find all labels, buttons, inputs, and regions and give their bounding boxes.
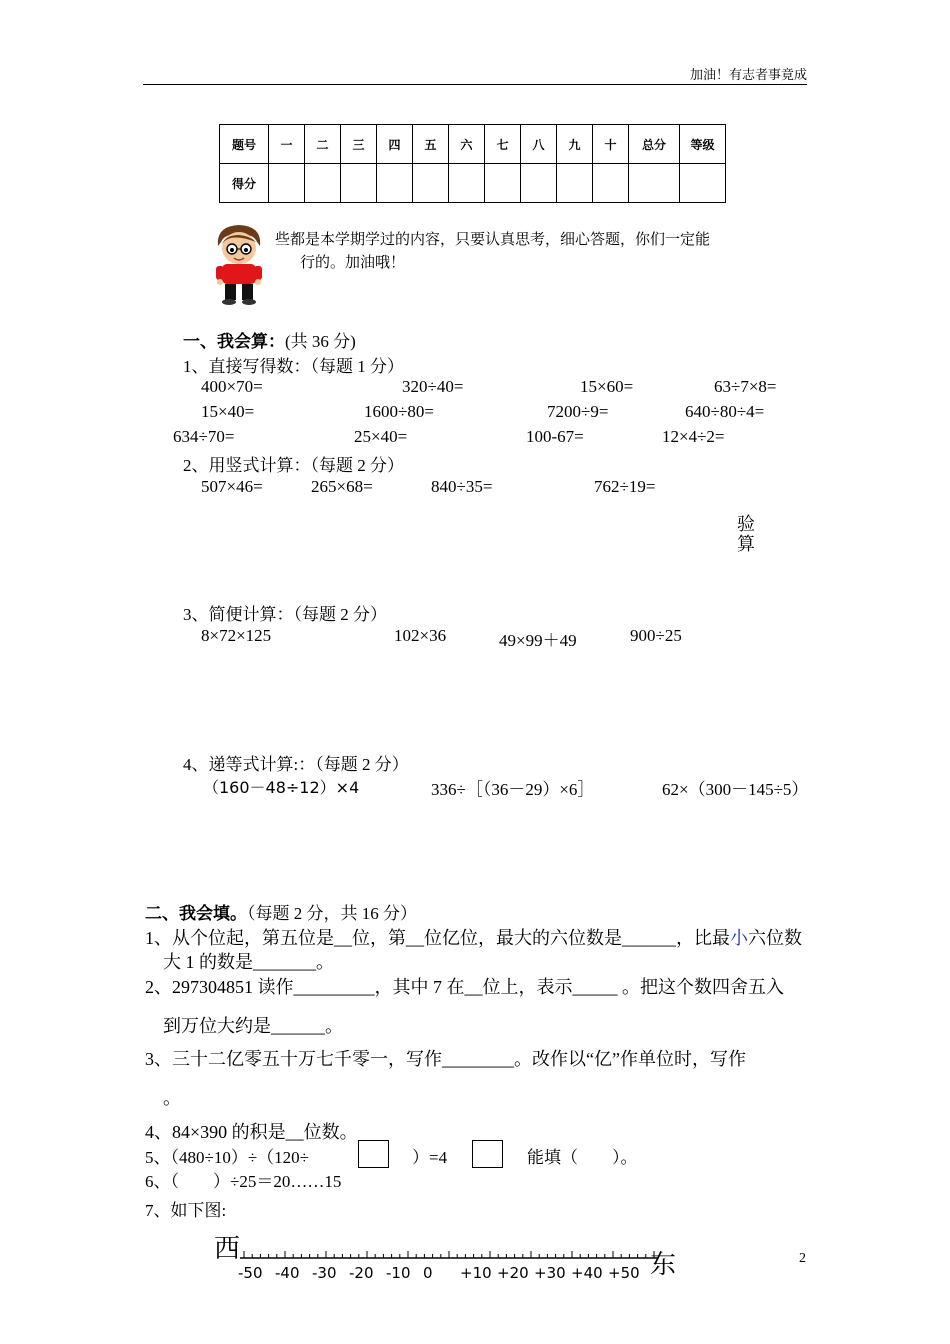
fill-q5-part2: ）=4 (412, 1148, 448, 1167)
q1-title: 1、直接写得数：（每题 1 分） (183, 357, 404, 376)
score-input-cell[interactable] (680, 164, 726, 203)
q3-title: 3、简便计算：（每题 2 分） (183, 605, 387, 624)
q1-item: 1600÷80= (364, 402, 434, 421)
fill-q2-line1: 2、297304851 读作_________，其中 7 在__位上，表示_____ 。把这个数四舍五入 (145, 977, 784, 997)
page-number: 2 (799, 1251, 806, 1266)
q2-title: 2、用竖式计算：（每题 2 分） (183, 456, 404, 475)
q1-item: 320÷40= (402, 377, 464, 396)
q1-item: 640÷80÷4= (685, 402, 765, 421)
q4-title: 4、递等式计算:：（每题 2 分） (183, 755, 409, 774)
q2-item: 840÷35= (431, 477, 493, 496)
fill-q1-text: 1、从个位起，第五位是__位，第__位亿位，最大的六位数是______，比最 (145, 928, 730, 948)
section1-heading (183, 327, 356, 352)
table-cell: 三 (341, 125, 377, 164)
fill-q3-line1: 3、三十二亿零五十万七千零一，写作________。改作以“亿”作单位时，写作 (145, 1049, 746, 1069)
q2-item: 265×68= (311, 477, 373, 496)
fill-q1-line2: 大 1 的数是_______。 (163, 952, 334, 972)
fill-q6: 6、（ ）÷25＝20……15 (145, 1172, 342, 1191)
score-table (219, 124, 726, 203)
intro-line-2: 行的。加油哦！ (300, 253, 406, 271)
number-line-tick-label: +20 (497, 1264, 529, 1282)
table-cell: 得分 (220, 164, 269, 203)
score-input-cell[interactable] (413, 164, 449, 203)
score-input-cell[interactable] (629, 164, 680, 203)
fill-q5-part3: 能填（ ）。 (527, 1148, 638, 1167)
score-input-cell[interactable] (377, 164, 413, 203)
score-input-cell[interactable] (305, 164, 341, 203)
fill-q5-answer-box[interactable] (358, 1140, 389, 1168)
score-input-cell[interactable] (269, 164, 305, 203)
score-input-cell[interactable] (593, 164, 629, 203)
q4-item: （160－48÷12）×4 (203, 778, 360, 797)
table-cell: 总分 (629, 125, 680, 164)
score-input-cell[interactable] (449, 164, 485, 203)
q1-item: 400×70= (201, 377, 263, 396)
table-cell: 二 (305, 125, 341, 164)
score-input-cell[interactable] (521, 164, 557, 203)
number-line-tick-label: +50 (608, 1264, 640, 1282)
number-line-tick-label: -40 (275, 1264, 300, 1282)
header-motto: 加油！有志者事竟成 (689, 67, 807, 82)
numline-west-label: 西 (214, 1234, 241, 1264)
intro-line-1: 些都是本学期学过的内容，只要认真思考，细心答题，你们一定能 (275, 230, 711, 248)
q3-item: 102×36 (394, 626, 447, 645)
q2-item: 507×46= (201, 477, 263, 496)
q1-item: 63÷7×8= (714, 377, 777, 396)
q1-item: 7200÷9= (547, 402, 609, 421)
q1-item: 12×4÷2= (662, 427, 725, 446)
table-cell: 五 (413, 125, 449, 164)
numline-east-label: 东 (650, 1250, 677, 1280)
fill-q4: 4、84×390 的积是__位数。 (145, 1122, 358, 1142)
q1-item: 15×60= (580, 377, 634, 396)
fill-q3-line2: 。 (163, 1088, 181, 1108)
fill-q5-symbol-box[interactable] (472, 1140, 503, 1168)
number-line-tick-label: -10 (386, 1264, 411, 1282)
q3-item: 900÷25 (630, 626, 682, 645)
cartoon-boy-mascot-icon (210, 222, 268, 306)
check-label-1: 验 (737, 514, 755, 534)
section2-title: 二、我会填。 (145, 904, 247, 924)
number-line-tick-label: +30 (534, 1264, 566, 1282)
table-cell: 九 (557, 125, 593, 164)
fill-q1-text-end: 六位数 (748, 928, 802, 948)
q1-item: 25×40= (354, 427, 408, 446)
number-line-tick-labels (240, 1264, 660, 1284)
score-input-cell[interactable] (557, 164, 593, 203)
table-cell: 七 (485, 125, 521, 164)
section1-points: (共 36 分) (285, 332, 356, 351)
check-label-2: 算 (737, 534, 755, 554)
section2-heading (145, 899, 417, 924)
fill-q1-line1 (145, 924, 802, 950)
table-cell: 等级 (680, 125, 726, 164)
section2-points: （每题 2 分，共 16 分） (247, 904, 417, 923)
table-cell: 四 (377, 125, 413, 164)
header-rule (143, 84, 807, 85)
table-cell: 题号 (220, 125, 269, 164)
number-line-axis (240, 1250, 660, 1262)
number-line-tick-label: +10 (460, 1264, 492, 1282)
fill-q2-line2: 到万位大约是______。 (163, 1016, 343, 1036)
fill-q5-part1: 5、（480÷10）÷（120÷ (145, 1148, 309, 1167)
fill-q1-highlight: 小 (730, 928, 748, 948)
score-table-score-row (220, 164, 726, 203)
q3-item: 8×72×125 (201, 626, 272, 645)
table-cell: 十 (593, 125, 629, 164)
q1-item: 634÷70= (173, 427, 235, 446)
q1-item: 15×40= (201, 402, 255, 421)
section1-title: 一、我会算： (183, 332, 285, 352)
q1-item: 100-67= (526, 427, 584, 446)
score-input-cell[interactable] (341, 164, 377, 203)
q2-item: 762÷19= (594, 477, 656, 496)
table-cell: 一 (269, 125, 305, 164)
score-table-header-row (220, 125, 726, 164)
q4-item: 336÷［（36－29）×6］ (431, 780, 595, 799)
fill-q7: 7、如下图: (145, 1201, 227, 1220)
number-line-tick-label: -20 (349, 1264, 374, 1282)
q3-item: 49×99＋49 (499, 631, 577, 650)
number-line-tick-label: 0 (423, 1264, 433, 1282)
table-cell: 八 (521, 125, 557, 164)
score-input-cell[interactable] (485, 164, 521, 203)
q4-item: 62×（300－145÷5） (662, 780, 809, 799)
number-line-tick-label: +40 (571, 1264, 603, 1282)
number-line-tick-label: -50 (238, 1264, 263, 1282)
table-cell: 六 (449, 125, 485, 164)
number-line-tick-label: -30 (312, 1264, 337, 1282)
